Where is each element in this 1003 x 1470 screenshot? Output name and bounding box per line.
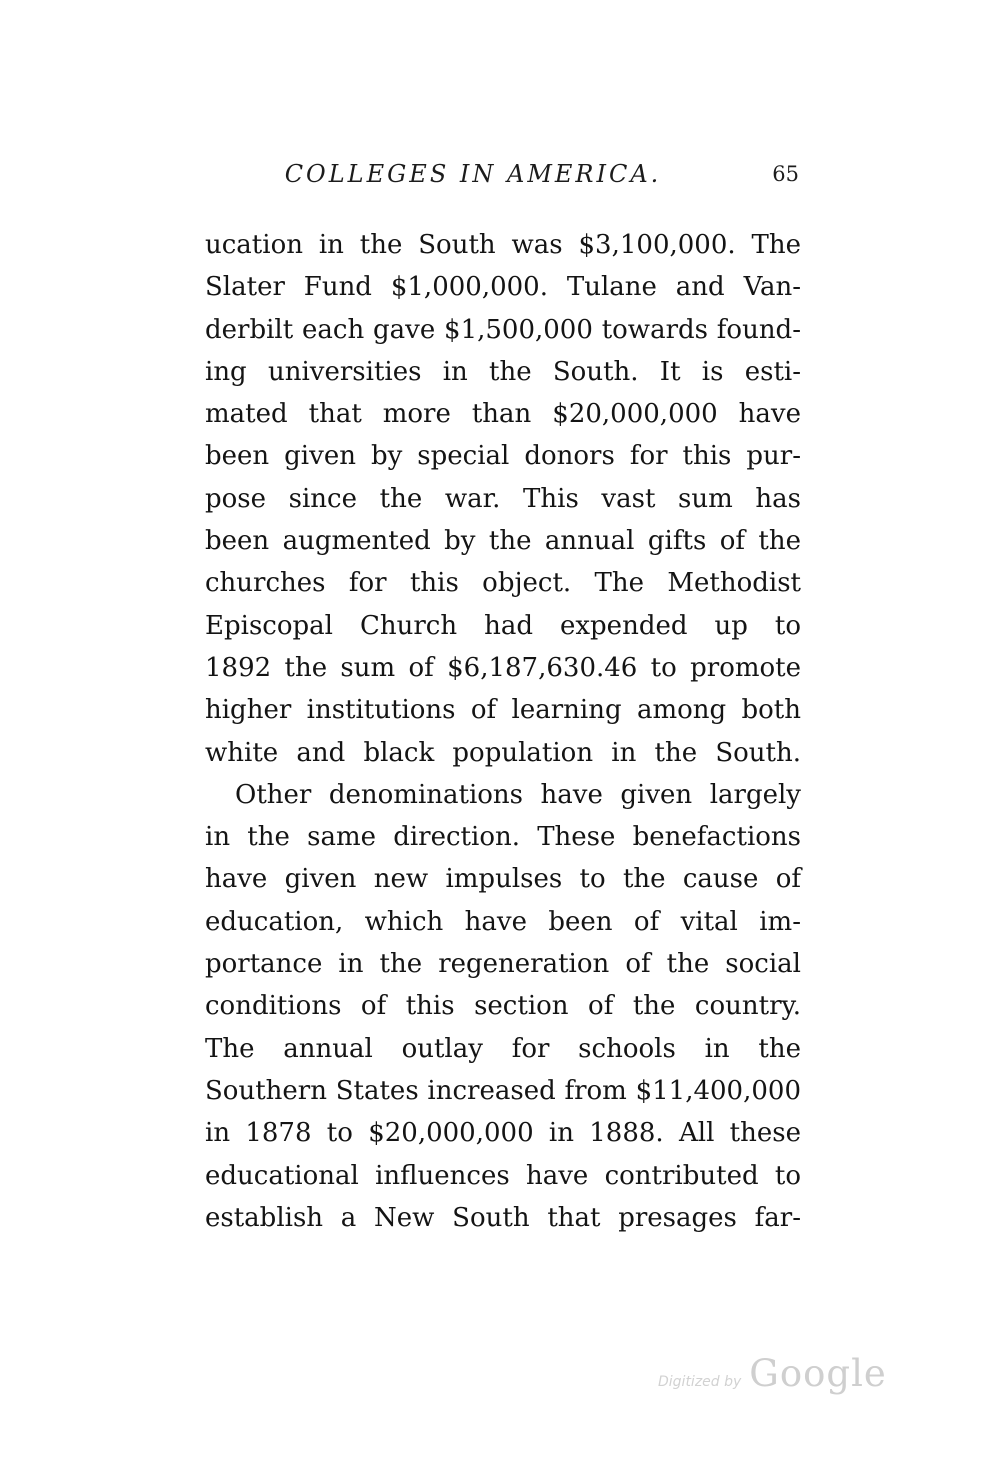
text-line: 1892 the sum of $6,187,630.46 to promote bbox=[205, 652, 801, 683]
text-line: Southern States increased from $11,400,000 bbox=[205, 1075, 801, 1106]
digitized-by-google-watermark bbox=[658, 1352, 887, 1395]
running-head bbox=[205, 160, 801, 194]
text-line: Slater Fund $1,000,000. Tulane and Van- bbox=[205, 272, 801, 303]
text-line: portance in the regeneration of the social bbox=[205, 949, 801, 980]
page-number: 65 bbox=[772, 162, 799, 186]
text-line: ing universities in the South. It is esti- bbox=[205, 356, 801, 387]
google-logo-text: Google bbox=[749, 1352, 887, 1395]
text-line: pose since the war. This vast sum has bbox=[205, 483, 801, 514]
text-line: churches for this object. The Methodist bbox=[205, 568, 801, 599]
text-line: Episcopal Church had expended up to bbox=[205, 610, 801, 641]
text-line: conditions of this section of the country. bbox=[205, 991, 801, 1022]
text-line-paragraph-start: Other denominations have given largely bbox=[235, 779, 801, 810]
text-line: white and black population in the South. bbox=[205, 737, 801, 768]
text-line: mated that more than $20,000,000 have bbox=[205, 399, 801, 430]
watermark-prefix-label: Digitized by bbox=[658, 1374, 742, 1390]
text-line: have given new impulses to the cause of bbox=[205, 864, 801, 895]
text-line: educational influences have contributed to bbox=[205, 1160, 801, 1191]
body-text-block bbox=[205, 224, 801, 1239]
text-line: The annual outlay for schools in the bbox=[205, 1033, 801, 1064]
page-title: COLLEGES IN AMERICA. bbox=[284, 160, 662, 188]
text-line: derbilt each gave $1,500,000 towards found- bbox=[205, 314, 801, 345]
text-line: in the same direction. These benefactions bbox=[205, 822, 801, 853]
text-line: establish a New South that presages far- bbox=[205, 1202, 801, 1233]
text-line: higher institutions of learning among both bbox=[205, 695, 801, 726]
text-line: ucation in the South was $3,100,000. The bbox=[205, 230, 801, 260]
text-line: education, which have been of vital im- bbox=[205, 906, 801, 937]
text-line: been given by special donors for this pur- bbox=[205, 441, 801, 472]
text-line: been augmented by the annual gifts of the bbox=[205, 526, 801, 557]
text-line: in 1878 to $20,000,000 in 1888. All these bbox=[205, 1118, 801, 1149]
